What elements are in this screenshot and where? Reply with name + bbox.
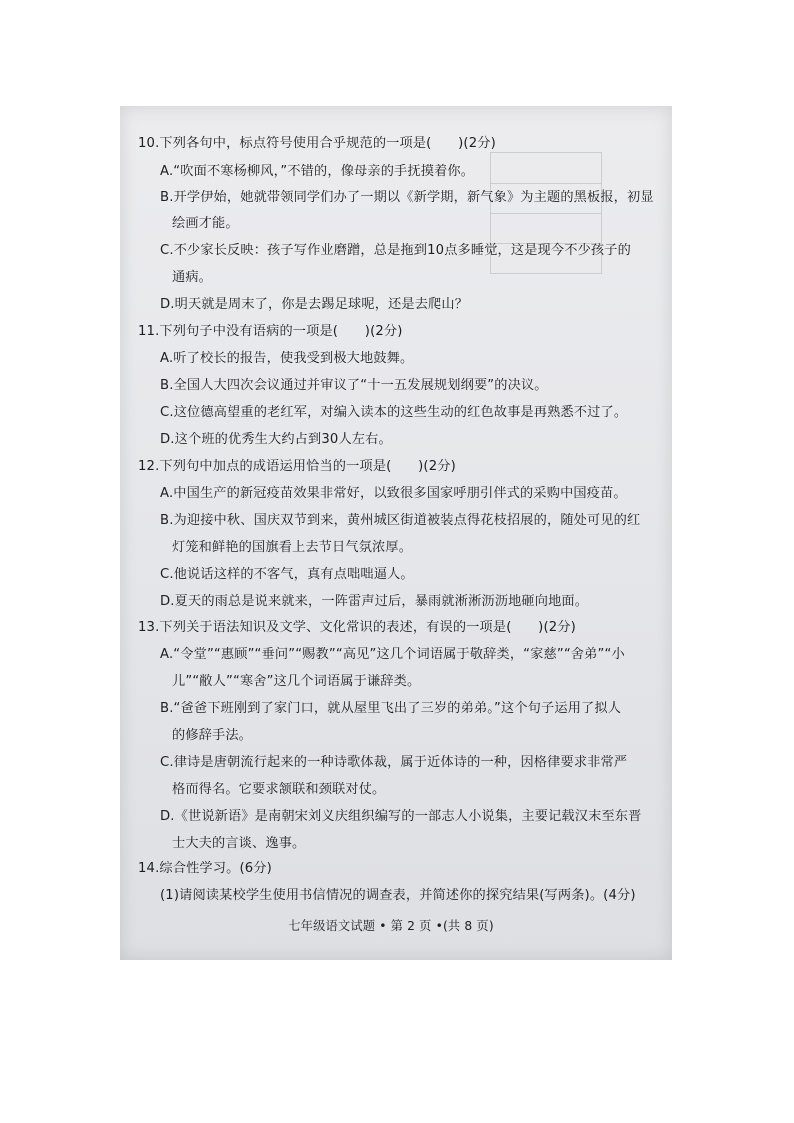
- question-10-option-b: B.开学伊始，她就带领同学们办了一期以《新学期，新气象》为主题的黑板报，初显: [160, 190, 654, 205]
- question-10-option-c-cont: 通病。: [172, 270, 213, 285]
- question-10-option-d: D.明天就是周末了，你是去踢足球呢，还是去爬山？: [160, 297, 469, 312]
- question-11-option-d: D.这个班的优秀生大约占到30人左右。: [160, 432, 392, 447]
- question-12-option-b-cont: 灯笼和鲜艳的国旗看上去节日气氛浓厚。: [172, 540, 413, 555]
- question-13-option-a-cont: 儿”“敝人”“寒舍”这几个词语属于谦辞类。: [172, 674, 421, 689]
- question-13-option-d: D.《世说新语》是南朝宋刘义庆组织编写的一部志人小说集，主要记载汉末至东晋: [160, 809, 642, 824]
- question-10-stem: 10.下列各句中，标点符号使用合乎规范的一项是( )(2分): [138, 136, 496, 151]
- question-14-stem: 14.综合性学习。(6分): [138, 861, 272, 876]
- question-11-option-a: A.听了校长的报告，使我受到极大地鼓舞。: [160, 351, 414, 366]
- question-10-option-a: A.“吹面不寒杨柳风，”不错的，像母亲的手抚摸着你。: [160, 164, 475, 179]
- question-12-option-a: A.中国生产的新冠疫苗效果非常好，以致很多国家呼朋引伴式的采购中国疫苗。: [160, 486, 627, 501]
- question-11-option-c: C.这位德高望重的老红军，对编入读本的这些生动的红色故事是再熟悉不过了。: [160, 405, 628, 420]
- question-10-option-c: C.不少家长反映：孩子写作业磨蹭，总是拖到10点多睡觉，这是现今不少孩子的: [160, 243, 631, 258]
- question-12-stem: 12.下列句中加点的成语运用恰当的一项是( )(2分): [138, 459, 456, 474]
- question-14-sub-1: (1)请阅读某校学生使用书信情况的调查表，并简述你的探究结果(写两条)。(4分): [160, 888, 636, 903]
- question-12-option-c: C.他说话这样的不客气，真有点咄咄逼人。: [160, 567, 414, 582]
- question-11-stem: 11.下列句子中没有语病的一项是( )(2分): [138, 324, 403, 339]
- question-13-option-c: C.律诗是唐朝流行起来的一种诗歌体裁，属于近体诗的一种，因格律要求非常严: [160, 755, 628, 770]
- exam-content: [120, 106, 672, 960]
- question-10-option-b-cont: 绘画才能。: [172, 216, 239, 231]
- question-13-option-d-cont: 士大夫的言谈、逸事。: [172, 836, 306, 851]
- question-12-option-b: B.为迎接中秋、国庆双节到来，黄州城区街道被装点得花枝招展的，随处可见的红: [160, 513, 641, 528]
- question-11-option-b: B.全国人大四次会议通过并审议了“十一五发展规划纲要”的决议。: [160, 378, 548, 393]
- question-13-option-a: A.“令堂”“惠顾”“垂问”“赐教”“高见”这几个词语属于敬辞类，“家慈”“舍弟”“小: [160, 647, 625, 662]
- question-13-option-b: B.“爸爸下班刚到了家门口，就从屋里飞出了三岁的弟弟。”这个句子运用了拟人: [160, 701, 622, 716]
- page-footer: 七年级语文试题 • 第 2 页 •(共 8 页): [288, 918, 494, 933]
- question-13-stem: 13.下列关于语法知识及文学、文化常识的表述，有误的一项是( )(2分): [138, 620, 576, 635]
- question-13-option-c-cont: 格而得名。它要求颔联和颈联对仗。: [172, 782, 386, 797]
- question-12-option-d: D.夏天的雨总是说来就来，一阵雷声过后，暴雨就淅淅沥沥地砸向地面。: [160, 594, 589, 609]
- exam-page: [120, 106, 672, 960]
- question-13-option-b-cont: 的修辞手法。: [172, 728, 253, 743]
